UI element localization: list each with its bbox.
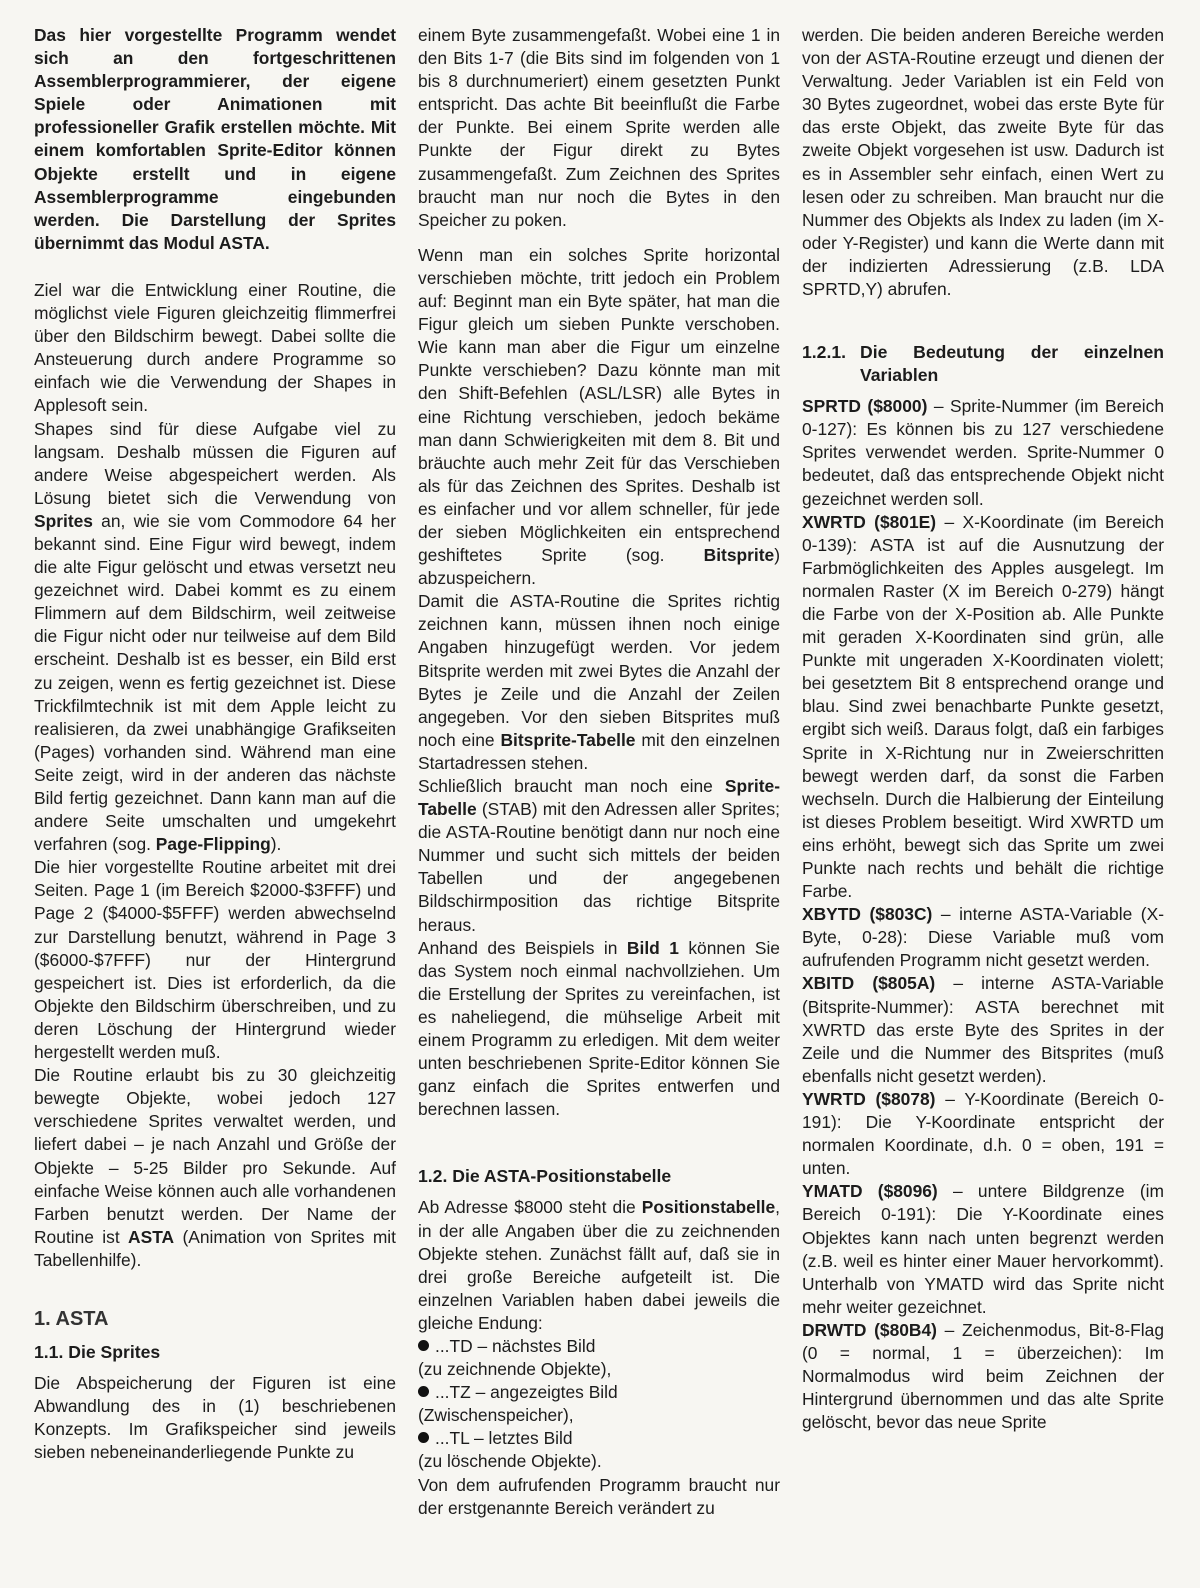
bold-term: Sprites bbox=[34, 510, 93, 531]
ending-code: ...TZ – angezeigtes Bild bbox=[435, 1382, 618, 1403]
variable-name: XWRTD ($801E) bbox=[802, 511, 937, 532]
paragraph bbox=[418, 590, 780, 775]
variable-desc: – interne ASTA-Variable (Bitsprite-Nummer): ASTA berechnet mit XWRTD das erste Byte des Sprites in der Zeile und die Nummer des Bitsprites (muß ebenfalls nicht gesetzt werden). bbox=[802, 973, 1164, 1086]
bold-term: ASTA bbox=[128, 1226, 175, 1247]
bold-term: Positionstabelle bbox=[641, 1197, 776, 1218]
bullet-icon bbox=[418, 1432, 429, 1443]
variable-entry bbox=[802, 972, 1164, 1087]
paragraph bbox=[418, 1196, 780, 1335]
bold-term: Page-Flipping bbox=[155, 834, 271, 855]
variable-entry bbox=[802, 903, 1164, 972]
variable-desc: – Zeichenmodus, Bit-8-Flag (0 = normal, 1 = überzeichen): Im Normalmodus wird beim Zeichnen der Hintergrund übernommen und das alte Sprite gelöscht, bevor das neue Sprite bbox=[802, 1319, 1164, 1433]
variable-desc: – interne ASTA-Variable (X-Byte, 0-28): Diese Variable muß vom aufrufenden Programm nicht gesetzt werden. bbox=[802, 904, 1164, 971]
paragraph bbox=[34, 418, 396, 857]
paragraph: werden. Die beiden anderen Bereiche werden von der ASTA-Routine erzeugt und dienen der Verwaltung. Jeder Variablen ist ein Feld von 30 Bytes zugeordnet, wobei das erste Byte für das erste Objekt, das zweite Byte für das zweite Objekt vorgesehen ist usw. Dadurch ist es in Assembler sehr einfach, einen Wert zu lesen oder zu schreiben. Man braucht nur die Nummer des Objekts als Index zu laden (im X- oder Y-Register) und kann die Werte dann mit der indizierten Adressierung (z.B. LDA SPRTD,Y) abrufen. bbox=[802, 25, 1164, 300]
variable-name: DRWTD ($80B4) bbox=[802, 1319, 937, 1340]
list-item bbox=[418, 1427, 780, 1473]
bullet-icon bbox=[418, 1386, 429, 1397]
variable-entry bbox=[802, 1180, 1164, 1319]
paragraph bbox=[418, 937, 780, 1122]
ending-desc: (zu löschende Objekte). bbox=[418, 1451, 602, 1472]
variable-entry bbox=[802, 1319, 1164, 1434]
text: mit den einzelnen Startadressen stehen. bbox=[418, 729, 780, 773]
column-1 bbox=[34, 24, 396, 1588]
text: (Animation von Sprites mit Tabellenhilfe). bbox=[34, 1226, 396, 1270]
variable-entry bbox=[802, 1088, 1164, 1180]
column-3 bbox=[802, 24, 1164, 1588]
text: , in der alle Angaben über die zu zeichnenden Objekte stehen. Zunächst fällt auf, daß sie in drei große Bereiche aufgeteilt ist. Die einzelnen Variablen haben dabei jeweils die gleiche Endung: bbox=[418, 1197, 780, 1333]
text: können Sie das System noch einmal nachvollziehen. Um die Erstellung der Sprites zu vereinfachen, ist es naheliegend, die mühselige Arbeit mit einem Programm zu erledigen. Mit dem weiter unten beschriebenen Sprite-Editor können Sie ganz einfach die Sprites entwerfen und berechnen lassen. bbox=[418, 937, 780, 1120]
text: Shapes sind für diese Aufgabe viel zu langsam. Deshalb müssen die Figuren auf andere Weise abgespeichert werden. Als Lösung bietet sich die Verwendung von bbox=[34, 418, 396, 508]
text: (STAB) mit den Adressen aller Sprites; die ASTA-Routine benötigt dann nur noch eine Nummer und sucht sich mittels der beiden Tabellen und der angegebenen Bildschirmposition das richtige Bitsprite heraus. bbox=[418, 799, 780, 935]
ending-desc: (zu zeichnende Objekte), bbox=[418, 1359, 612, 1380]
endings-list bbox=[418, 1335, 780, 1474]
subsection-heading: 1.1. Die Sprites bbox=[34, 1342, 161, 1363]
variable-name: XBITD ($805A) bbox=[802, 973, 936, 994]
subsection-heading: 1.2. Die ASTA-Positionstabelle bbox=[418, 1166, 672, 1187]
bold-term: Bitsprite-Tabelle bbox=[500, 729, 636, 750]
text: Die Routine erlaubt bis zu 30 gleichzeitig bewegte Objekte, wobei jedoch 127 verschiedene Sprites verwaltet werden, und liefert dabei – je nach Anzahl und Größe der Objekte – 5-25 Bilder pro Sekunde. Auf einfache Weise können auch alle vorhandenen Farben benutzt werden. Der Name der Routine ist bbox=[34, 1065, 396, 1247]
variable-name: SPRTD ($8000) bbox=[802, 396, 928, 417]
ending-desc: (Zwischenspeicher), bbox=[418, 1405, 574, 1426]
column-2 bbox=[418, 24, 780, 1588]
variable-entry bbox=[802, 395, 1164, 510]
variable-name: XBYTD ($803C) bbox=[802, 904, 933, 925]
intro-paragraph: Das hier vorgestellte Programm wendet sich an den fortgeschrittenen Assemblerprogrammierer, der eigene Spiele oder Animationen mit professioneller Grafik erstellen möchte. Mit einem komfortablen Sprite-Editor können Objekte erstellt und in eigene Assemblerprogramme eingebunden werden. Die Darstellung der Sprites übernimmt das Modul ASTA. bbox=[34, 25, 396, 253]
paragraph: Von dem aufrufenden Programm braucht nur der erstgenannte Bereich verändert zu bbox=[418, 1474, 780, 1518]
bold-term: Sprite-Tabelle bbox=[418, 776, 780, 820]
list-item bbox=[418, 1335, 780, 1381]
list-item bbox=[418, 1381, 780, 1427]
variable-desc: – untere Bildgrenze (im Bereich 0-191): Die Y-Koordinate eines Objektes kann nach unten begrenzt werden (z.B. weil es hinter einer Mauer hervorkommt). Unterhalb von YMATD wird das Sprite nicht mehr weiter gezeichnet. bbox=[802, 1181, 1165, 1317]
heading-title: Die Bedeutung der einzelnen Variablen bbox=[860, 342, 1164, 386]
variable-entry bbox=[802, 511, 1164, 904]
text: ). bbox=[270, 834, 282, 855]
text: Damit die ASTA-Routine die Sprites richtig zeichnen kann, müssen ihnen noch einige Angaben hinzugefügt werden. Vor jedem Bitsprite werden mit zwei Bytes die Anzahl der Bytes je Zeile und die Anzahl der Zeilen angegeben. Vor den sieben Bitsprites muß noch eine bbox=[418, 591, 780, 750]
text: Wenn man ein solches Sprite horizontal verschieben möchte, tritt jedoch ein Problem auf: Beginnt man ein Byte später, hat man die Figur gleich um sieben Punkte verschoben. Wie kann man aber die Figur um einzelne Punkte verschieben? Dazu könnte man mit den Shift-Befehlen (ASL/LSR) alle Bytes in eine Richtung verschieben, jedoch bekäme man dann Schwierigkeiten mit dem 8. Bit und bräuchte auch mehr Zeit für das Verschieben als für das Zeichnen des Sprites. Deshalb ist es einfacher und vor allem schneller, für jede der sieben Möglichkeiten ein entsprechend geshiftetes Sprite (sog. bbox=[418, 244, 780, 566]
paragraph: einem Byte zusammengefaßt. Wobei eine 1 in den Bits 1-7 (die Bits sind im folgenden von 1 bis 8 durchnumeriert) einem gesetzten Punkt entspricht. Das achte Bit beeinflußt die Farbe der Punkte. Bei einem Sprite werden alle Punkte der Figur direkt zu Bytes zusammengefaßt. Zum Zeichnen des Sprites braucht man nur noch die Bytes in den Speicher zu poken. bbox=[418, 25, 780, 230]
bold-term: Bild 1 bbox=[626, 937, 679, 958]
paragraph: Die hier vorgestellte Routine arbeitet mit drei Seiten. Page 1 (im Bereich $2000-$3FFF) und Page 2 ($4000-$5FFF) werden abwechselnd zur Darstellung benutzt, während in Page 3 ($6000-$7FFF) nur der Hintergrund gespeichert ist. Dies ist erforderlich, da die Objekte den Bildschirm überschreiben, und zu deren Löschung der Hintergrund wieder hergestellt werden muß. bbox=[34, 857, 396, 1063]
bold-term: Bitsprite bbox=[703, 545, 775, 566]
bullet-icon bbox=[418, 1340, 429, 1351]
paragraph bbox=[418, 244, 780, 590]
subsubsection-heading bbox=[802, 341, 1164, 387]
heading-number: 1.2.1. bbox=[802, 342, 847, 363]
variable-name: YWRTD ($8078) bbox=[802, 1088, 936, 1109]
text: ) abzuspeichern. bbox=[418, 545, 780, 589]
variable-desc: – X-Koordinate (im Bereich 0-139): ASTA ist auf die Ausnutzung der Farbmöglichkeiten des Apples ausgelegt. Im normalen Raster (X im Bereich 0-279) hängt die Farbe von der X-Position ab. Alle Punkte mit geraden X-Koordinaten sind grün, alle Punkte mit ungeraden X-Koordinaten violett; bei gesetztem Bit 8 entsprechend orange und blau. Sind zwei benachbarte Punkte gesetzt, ergibt sich weiß. Daraus folgt, daß ein farbiges Sprite in X-Richtung nur in Zweierschritten bewegt werden darf, da sonst die Farben wechseln. Durch die Halbierung der Einteilung ist dieses Problem beseitigt. Wird XWRTD um eins erhöht, bewegt sich das Sprite um zwei Punkte nach rechts und behält die richtige Farbe. bbox=[802, 511, 1164, 902]
ending-code: ...TD – nächstes Bild bbox=[435, 1335, 596, 1356]
paragraph bbox=[34, 1064, 396, 1272]
text: Anhand des Beispiels in bbox=[418, 937, 627, 958]
paragraph: Ziel war die Entwicklung einer Routine, die möglichst viele Figuren gleichzeitig flimmerfrei über den Bildschirm bewegt. Dabei sollte die Ansteuerung durch andere Programme so einfach wie die Verwendung der Shapes in Applesoft sein. bbox=[34, 279, 396, 416]
ending-code: ...TL – letztes Bild bbox=[435, 1428, 573, 1449]
section-heading: 1. ASTA bbox=[34, 1307, 109, 1330]
paragraph: Die Abspeicherung der Figuren ist eine Abwandlung des in (1) beschriebenen Konzepts. Im Grafikspeicher sind jeweils sieben nebeneinanderliegende Punkte zu bbox=[34, 1373, 396, 1463]
paragraph bbox=[418, 775, 780, 937]
text: Schließlich braucht man noch eine bbox=[418, 776, 725, 796]
text: an, wie sie vom Commodore 64 her bekannt sind. Eine Figur wird bewegt, indem die alte Figur gelöscht und etwas versetzt neu gezeichnet wird. Dabei kommt es zu einem Flimmern auf dem Bildschirm, weil zeitweise die Figur nicht oder nur teilweise auf dem Bild erscheint. Deshalb ist es besser, ein Bild erst zu zeigen, wenn es fertig gezeichnet ist. Diese Trickfilmtechnik ist mit dem Apple leicht zu realisieren, da zwei unabhängige Grafikseiten (Pages) vorhanden sind. Während man eine Seite zeigt, wird in der anderen das nächste Bild fertig gezeichnet. Dann kann man auf die andere Seite umschalten und umgekehrt verfahren (sog. bbox=[34, 510, 396, 855]
variable-desc: – Sprite-Nummer (im Bereich 0-127): Es können bis zu 127 verschiedene Sprites verwendet werden. Sprite-Nummer 0 bedeutet, daß das entsprechende Objekt nicht gezeichnet werden soll. bbox=[802, 396, 1164, 509]
variable-name: YMATD ($8096) bbox=[802, 1181, 938, 1202]
text: Ab Adresse $8000 steht die bbox=[418, 1197, 642, 1218]
variable-desc: – Y-Koordinate (Bereich 0-191): Die Y-Koordinate entspricht der normalen Koordinate, d.h. 0 = oben, 191 = unten. bbox=[802, 1088, 1164, 1179]
